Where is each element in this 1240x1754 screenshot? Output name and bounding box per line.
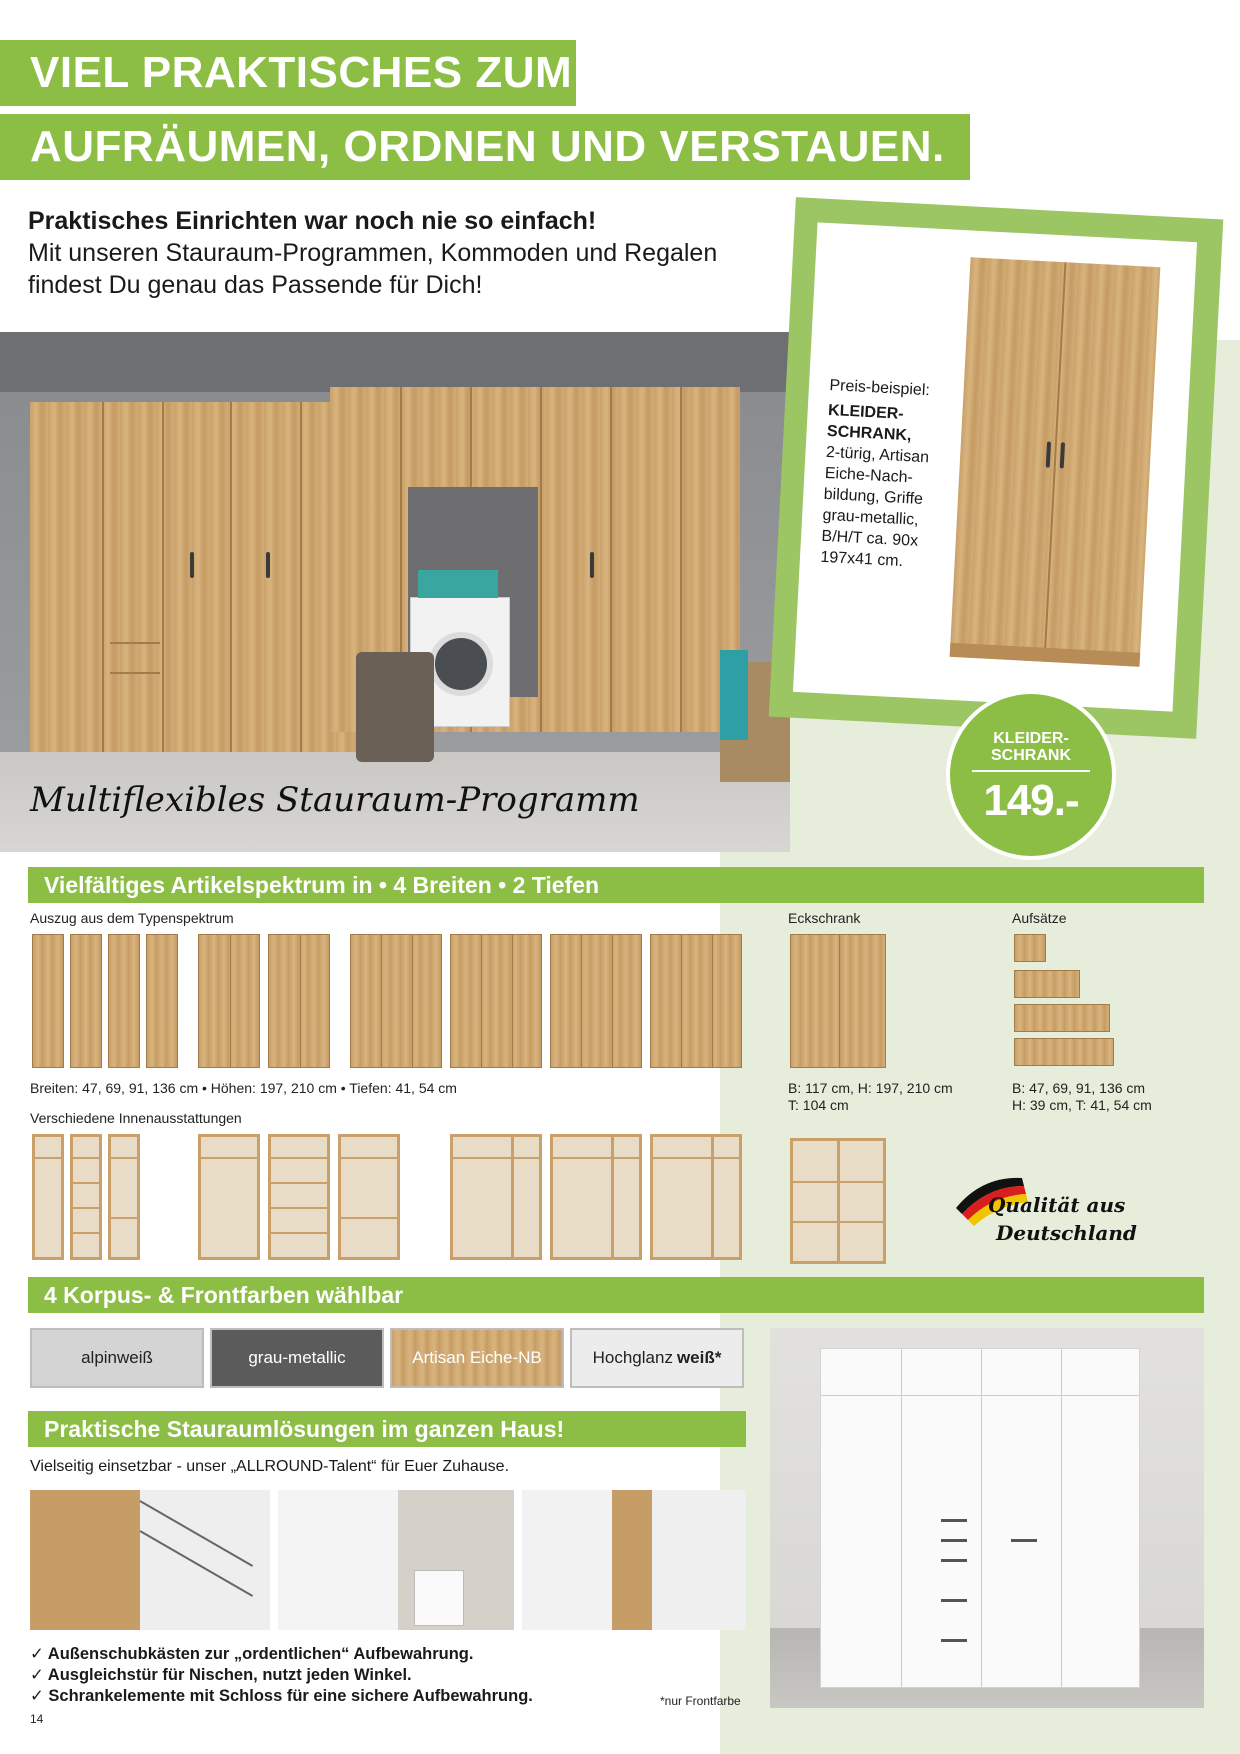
type-thumb-8 [450,934,542,1068]
card-wardrobe-image [950,257,1161,666]
interiors-title: Verschiedene Innenausstattungen [30,1110,242,1126]
topper-thumb-2 [1014,970,1080,998]
white-wardrobe-photo [770,1328,1204,1708]
toppers-title: Aufsätze [1012,910,1067,926]
type-thumb-9 [550,934,642,1068]
swatch-label-bold: weiß* [676,1348,722,1367]
quality-line-1: Qualität aus [988,1193,1126,1217]
interior-thumb-6 [338,1134,400,1260]
check-item: ✓ Ausgleichstür für Nischen, nutzt jeden Winkel. [30,1666,412,1684]
price-badge-label [950,730,1112,764]
type-thumb-6 [268,934,330,1068]
topper-thumb-1 [1014,934,1046,962]
price-badge-label-2: SCHRANK [991,747,1071,764]
corner-title: Eckschrank [788,910,861,926]
swatch-artisan-eiche [390,1328,564,1388]
swatch-label: grau-metallic [248,1348,346,1367]
check-item: ✓ Schrankelemente mit Schloss für eine sichere Aufbewahrung. [30,1687,533,1705]
price-example-details: 2-türig, Artisan Eiche-Nach-bildung, Griffe grau-metallic, B/H/T ca. 90x 197x41 cm. [820,443,930,571]
feature-checklist [30,1644,533,1707]
topper-thumb-4 [1014,1038,1114,1066]
toppers-size-2: H: 39 cm, T: 41, 54 cm [1012,1097,1152,1113]
intro-bold: Praktisches Einrichten war noch nie so einfach! [28,207,597,235]
corner-size-1: B: 117 cm, H: 197, 210 cm [788,1080,953,1096]
toppers-size-1: B: 47, 69, 91, 136 cm [1012,1080,1146,1096]
headline-line-1: VIEL PRAKTISCHES ZUM [0,40,576,106]
type-thumb-5 [198,934,260,1068]
swatch-hochglanz-weiss [570,1328,744,1388]
swatch-label: Artisan Eiche-NB [412,1348,542,1367]
price-example-label: Preis-beispiel: [829,376,931,400]
towel-stack [418,570,498,598]
type-thumb-10 [650,934,742,1068]
hero-script-title: Multiflexibles Stauraum-Programm [30,780,640,820]
basket-left [356,652,434,762]
interior-thumb-3 [108,1134,140,1260]
type-thumb-7 [350,934,442,1068]
corner-size-2: T: 104 cm [788,1097,849,1113]
footnote: *nur Frontfarbe [660,1694,741,1708]
interior-thumb-4 [198,1134,260,1260]
interior-thumb-7 [450,1134,542,1260]
type-thumb-3 [108,934,140,1068]
interior-thumb-9 [650,1134,742,1260]
intro-body: Mit unseren Stauraum-Programmen, Kommoden und Regalen findest Du genau das Passende für Dich! [28,239,718,299]
price-badge-label-1: KLEIDER- [993,730,1069,747]
interior-thumb-2 [70,1134,102,1260]
quality-line-2: Deutschland [996,1221,1137,1245]
swatch-label: alpinweiß [81,1348,153,1367]
price-badge [946,690,1116,860]
interior-thumb-8 [550,1134,642,1260]
corner-wardrobe-thumb [790,934,886,1068]
price-example-product: KLEIDER-SCHRANK, [826,401,912,445]
solutions-subtitle: Vielseitig einsetzbar - unser „ALLROUND-Talent“ für Euer Zuhause. [30,1458,510,1475]
towel-hanging [720,650,748,740]
intro-text [28,205,748,301]
room-photo-walkin [522,1490,746,1630]
spectrum-sizes: Breiten: 47, 69, 91, 136 cm • Höhen: 197, 210 cm • Tiefen: 41, 54 cm [30,1080,457,1096]
interior-thumb-corner [790,1138,886,1264]
quality-badge [952,1168,1137,1248]
headline-line-2: AUFRÄUMEN, ORDNEN UND VERSTAUEN. [0,114,970,180]
check-item: ✓ Außenschubkästen zur „ordentlichen“ Aufbewahrung. [30,1645,474,1663]
interior-thumb-5 [268,1134,330,1260]
interior-thumb-1 [32,1134,64,1260]
section-solutions-title: Praktische Stauraumlösungen im ganzen Haus! [28,1411,746,1447]
type-thumb-1 [32,934,64,1068]
room-photo-laundry [278,1490,514,1630]
wardrobe-left [30,402,370,752]
topper-thumb-3 [1014,1004,1110,1032]
spectrum-subtitle: Auszug aus dem Typenspektrum [30,910,234,926]
room-photo-stairs [30,1490,270,1630]
price-value: 149.- [983,776,1079,825]
section-colors-title: 4 Korpus- & Frontfarben wählbar [28,1277,1204,1313]
swatch-grau-metallic [210,1328,384,1388]
price-badge-divider [972,770,1090,772]
swatch-label: Hochglanz [592,1348,673,1367]
hero-photo [0,332,790,852]
swatch-alpinweiss [30,1328,204,1388]
type-thumb-4 [146,934,178,1068]
section-spectrum-title: Vielfältiges Artikelspektrum in • 4 Breiten • 2 Tiefen [28,867,1204,903]
white-wardrobe [820,1348,1140,1688]
price-example-text [820,375,940,573]
page-number: 14 [30,1712,44,1726]
type-thumb-2 [70,934,102,1068]
